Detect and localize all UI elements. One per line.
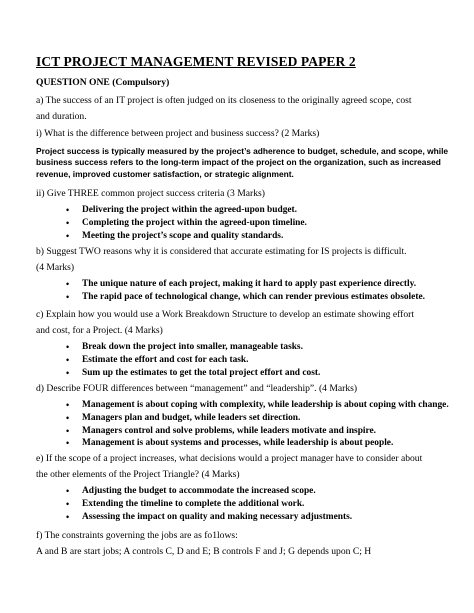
question-e-line-1: e) If the scope of a project increases, what decisions would a project manager have to consider about bbox=[36, 453, 423, 464]
bullet-icon: • bbox=[66, 342, 70, 352]
answer-a-i: Project success is typically measured by the project’s adherence to budget, schedule, and scope, while business success refers to the long-term impact of the project on the organization, such as increased revenue, improved customer satisfaction, or strategic alignment. bbox=[36, 146, 449, 179]
list-item: • Management is about coping with complexity, while leadership is about coping with change. bbox=[66, 400, 449, 410]
list-item: • Assessing the impact on quality and making necessary adjustments. bbox=[66, 511, 353, 522]
answer-c-list bbox=[62, 341, 462, 379]
list-item: • Management is about systems and processes, while leadership is about people. bbox=[66, 438, 394, 449]
list-item: • The rapid pace of technological change, which can render previous estimates obsolete. bbox=[66, 291, 425, 302]
list-item: • Managers control and solve problems, while leaders motivate and inspire. bbox=[66, 425, 377, 436]
question-c-line-1: c) Explain how you would use a Work Breakdown Structure to develop an estimate showing effort bbox=[36, 309, 415, 320]
question-a-line-1: a) The success of an IT project is often judged on its closeness to the originally agreed scope, cost bbox=[36, 95, 412, 106]
list-item: • Delivering the project within the agreed-upon budget. bbox=[66, 205, 298, 215]
list-item: • Completing the project within the agreed-upon timeline. bbox=[66, 217, 307, 228]
list-item: • Estimate the effort and cost for each task. bbox=[66, 354, 249, 365]
question-f-detail: A and B are start jobs; A controls C, D and E; B controls F and J; G depends upon C; H bbox=[36, 546, 372, 557]
bullet-icon: • bbox=[66, 217, 70, 228]
question-a-ii: ii) Give THREE common project success criteria (3 Marks) bbox=[36, 188, 265, 199]
bullet-icon: • bbox=[66, 354, 70, 365]
answer-b-list bbox=[62, 278, 462, 304]
bullet-icon: • bbox=[66, 279, 70, 289]
bullet-icon: • bbox=[66, 400, 70, 410]
question-d: d) Describe FOUR differences between “management” and “leadership”. (4 Marks) bbox=[36, 383, 358, 394]
question-e-line-2: the other elements of the Project Triangle? (4 Marks) bbox=[36, 469, 240, 480]
bullet-icon: • bbox=[66, 498, 70, 509]
bullet-icon: • bbox=[66, 230, 70, 241]
answer-d-list bbox=[62, 399, 462, 450]
bullet-icon: • bbox=[66, 486, 70, 496]
bullet-icon: • bbox=[66, 511, 70, 522]
question-c-line-2: and cost, for a Project. (4 Marks) bbox=[36, 325, 163, 336]
question-f: f) The constraints governing the jobs are as fo1lows: bbox=[36, 530, 238, 541]
bullet-icon: • bbox=[66, 291, 70, 302]
bullet-icon: • bbox=[66, 425, 70, 436]
document-title: ICT PROJECT MANAGEMENT REVISED PAPER 2 bbox=[36, 54, 356, 69]
list-item: • Extending the timeline to complete the additional work. bbox=[66, 498, 305, 509]
answer-e-list bbox=[62, 485, 462, 523]
bullet-icon: • bbox=[66, 367, 70, 378]
list-item: • Break down the project into smaller, manageable tasks. bbox=[66, 342, 303, 352]
list-item: • Adjusting the budget to accommodate the increased scope. bbox=[66, 486, 316, 496]
list-item: • Managers plan and budget, while leaders set direction. bbox=[66, 412, 301, 423]
bullet-icon: • bbox=[66, 205, 70, 215]
question-b: b) Suggest TWO reasons why it is considered that accurate estimating for IS projects is difficult. bbox=[36, 246, 407, 257]
list-item: • Sum up the estimates to get the total project effort and cost. bbox=[66, 367, 321, 378]
question-a-i: i) What is the difference between project and business success? (2 Marks) bbox=[36, 128, 320, 139]
answer-a-ii-list bbox=[62, 204, 462, 242]
question-b-marks: (4 Marks) bbox=[36, 262, 75, 273]
bullet-icon: • bbox=[66, 412, 70, 423]
list-item: • Meeting the project’s scope and quality standards. bbox=[66, 230, 284, 241]
question-one-heading: QUESTION ONE (Compulsory) bbox=[36, 77, 170, 88]
list-item: • The unique nature of each project, making it hard to apply past experience directly. bbox=[66, 279, 417, 289]
question-a-line-2: and duration. bbox=[36, 111, 87, 122]
bullet-icon: • bbox=[66, 438, 70, 449]
